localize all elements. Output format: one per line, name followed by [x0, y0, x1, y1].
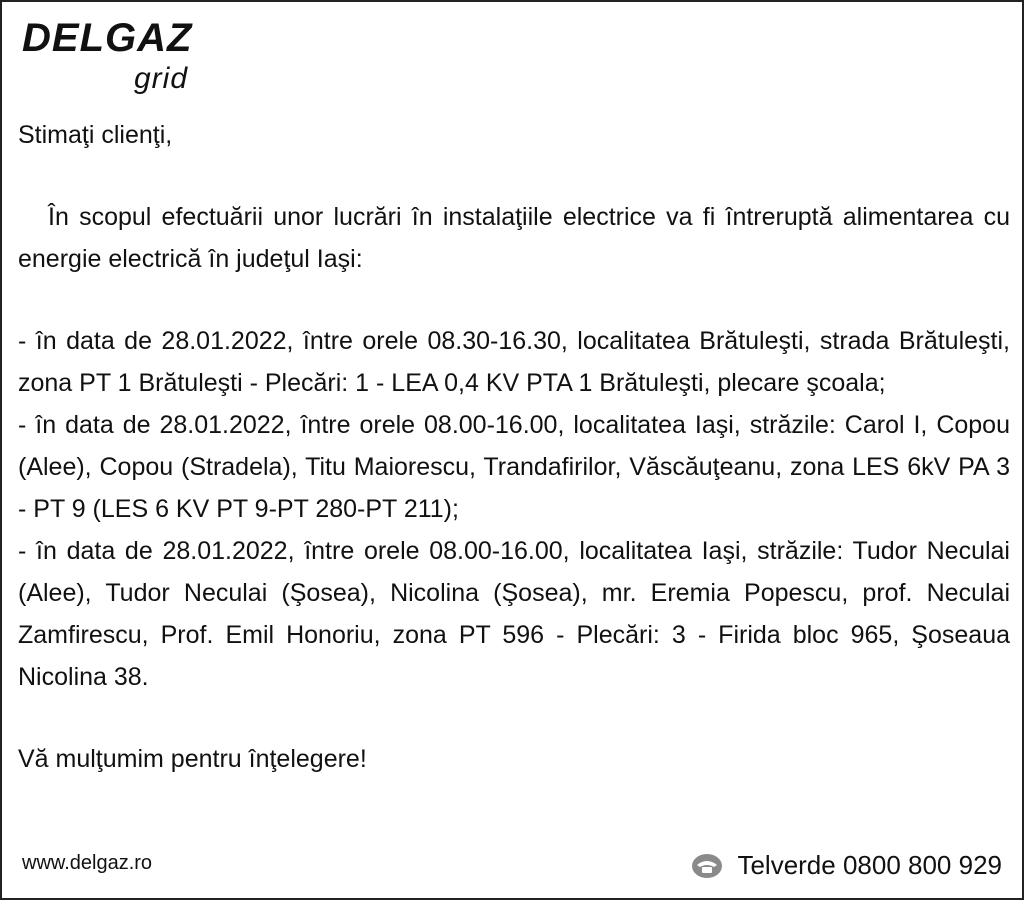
closing-text: Vă mulţumim pentru înţelegere! [18, 745, 367, 773]
delgaz-logo [22, 16, 222, 96]
intro-paragraph: În scopul efectuării unor lucrări în instalaţiile electrice va fi întreruptă alimentarea cu energie electrică în judeţul Iaşi: [18, 203, 1010, 273]
outage-item: - în data de 28.01.2022, între orele 08.30-16.30, localitatea Brătuleşti, strada Brătuleşti, zona PT 1 Brătuleşti - Plecări: 1 - LEA 0,4 KV PTA 1 Brătuleşti, plecare şcoala; [18, 327, 1010, 397]
website-link[interactable]: www.delgaz.ro [22, 852, 153, 874]
salutation: Stimaţi clienţi, [18, 121, 173, 149]
logo-subtitle: grid [134, 62, 189, 95]
telephone-icon [691, 853, 723, 879]
logo-wordmark: DELGAZ [22, 16, 193, 60]
outage-item: - în data de 28.01.2022, între orele 08.00-16.00, localitatea Iaşi, străzile: Tudor Neculai (Alee), Tudor Neculai (Şosea), Nicolina (Şosea), mr. Eremia Popescu, prof. Neculai Zamfirescu, Prof. Emil Honoriu, zona PT 596 - Plecări: 3 - Firida bloc 965, Şoseaua Nicolina 38. [18, 537, 1010, 691]
notice-body [18, 114, 1010, 780]
outage-item: - în data de 28.01.2022, între orele 08.00-16.00, localitatea Iaşi, străzile: Carol I, Copou (Alee), Copou (Stradela), Titu Maiorescu, Trandafirilor, Văscăuţeanu, zona LES 6kV PA 3 - PT 9 (LES 6 KV PT 9-PT 280-PT 211); [18, 411, 1010, 523]
phone-number[interactable]: Telverde 0800 800 929 [737, 850, 1002, 880]
hotline [691, 850, 1002, 881]
